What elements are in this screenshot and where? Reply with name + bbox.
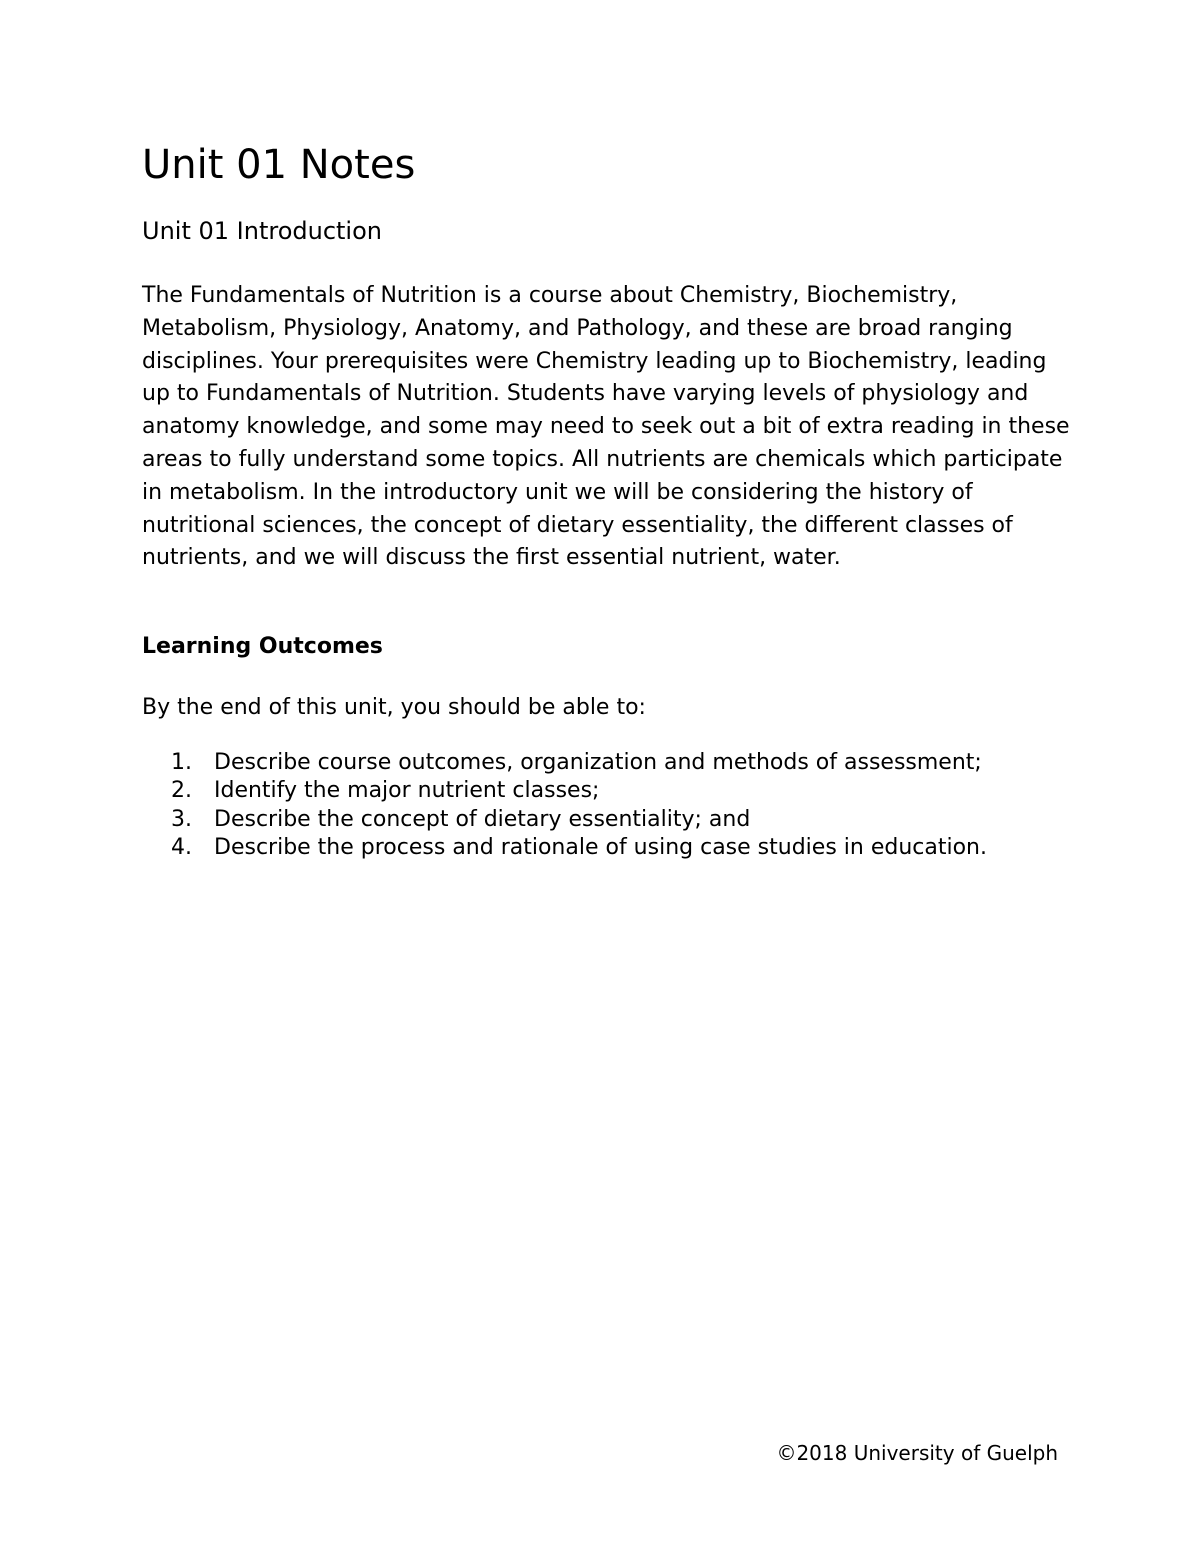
learning-outcomes-list: [142, 749, 1102, 862]
page-title: Unit 01 Notes: [142, 142, 416, 188]
list-item-text: Identify the major nutrient classes;: [214, 778, 600, 804]
list-item: [142, 834, 1102, 862]
list-item-number: 4.: [171, 834, 192, 860]
intro-paragraph: The Fundamentals of Nutrition is a course about Chemistry, Biochemistry, Metabolism, Physiology, Anatomy, and Pathology, and these are broad ranging disciplines. Your prerequisites were Chemistry leading up to Biochemistry, leading up to Fundamentals of Nutrition. Students have varying levels of physiology and anatomy knowledge, and some may need to seek out a bit of extra reading in these areas to fully understand some topics. All nutrients are chemicals which participate in metabolism. In the introductory unit we will be considering the history of nutritional sciences, the concept of dietary essentiality, the different classes of nutrients, and we will discuss the first essential nutrient, water.: [142, 283, 1070, 571]
list-item: [142, 777, 1102, 805]
list-item-number: 1.: [171, 750, 192, 775]
list-item: [142, 749, 1102, 777]
list-item-number: 3.: [171, 806, 192, 832]
list-item-text: Describe the process and rationale of using case studies in education.: [214, 834, 987, 860]
list-item-number: 2.: [171, 778, 192, 804]
list-item-text: Describe the concept of dietary essentiality; and: [214, 806, 751, 832]
section-subtitle: Unit 01 Introduction: [142, 217, 382, 245]
list-item-text: Describe course outcomes, organization and methods of assessment;: [214, 750, 982, 775]
copyright-footer: ©2018 University of Guelph: [776, 1441, 1058, 1465]
outcomes-lead-text: By the end of this unit, you should be able to:: [142, 695, 646, 720]
list-item: [142, 806, 1102, 834]
learning-outcomes-heading: Learning Outcomes: [142, 634, 383, 659]
